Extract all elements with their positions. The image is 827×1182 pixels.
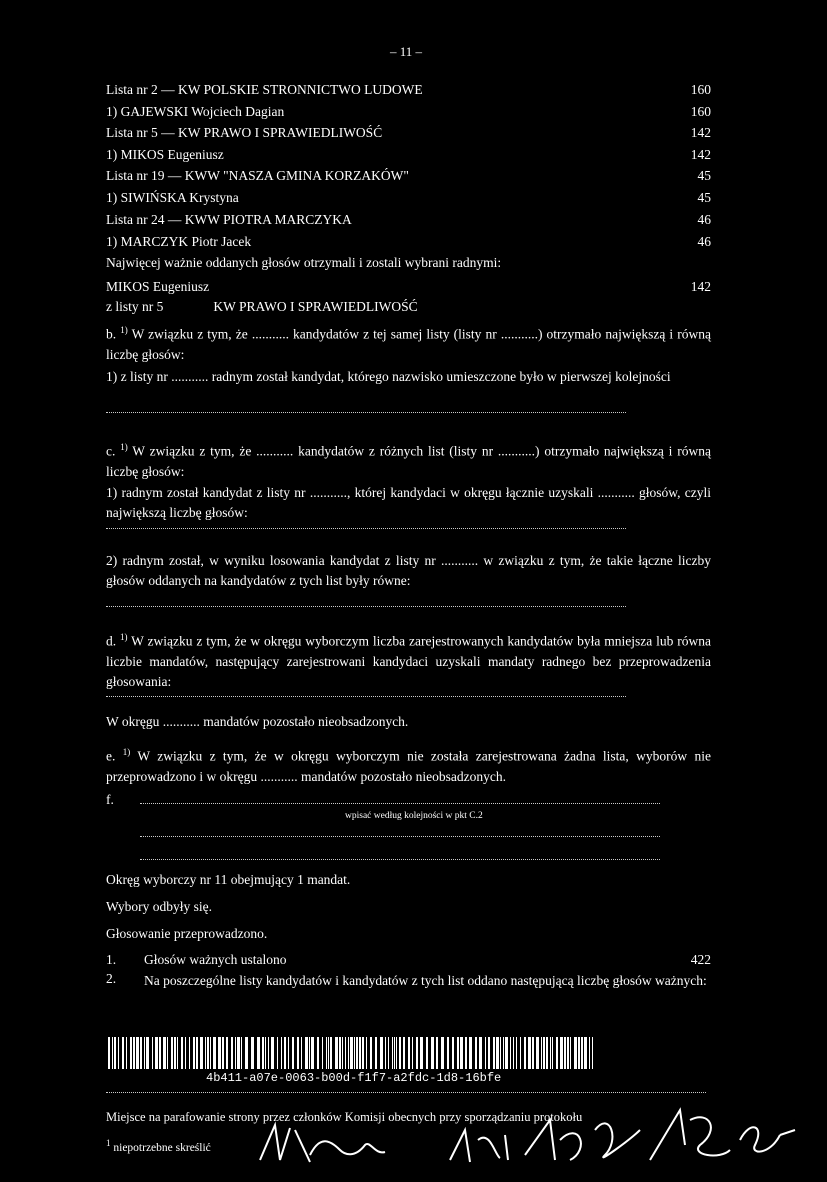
barcode-bar — [130, 1037, 132, 1069]
candidate-label: 1) SIWIŃSKA Krystyna — [106, 190, 239, 205]
footer-note: $^1$ niepotrzebne skreślić — [106, 1138, 211, 1154]
candidate-row — [106, 147, 711, 163]
list-label: Lista nr 19 — KWW "NASZA GMINA KORZAKÓW" — [106, 168, 409, 183]
candidate-row — [106, 190, 711, 206]
footnote-marker: 1) — [120, 325, 128, 335]
candidate-votes: 142 — [690, 147, 711, 162]
barcode-bar — [114, 1037, 116, 1069]
barcode-bar — [189, 1037, 190, 1069]
barcode-bar — [488, 1037, 490, 1069]
barcode-bar — [144, 1037, 145, 1069]
section-d — [106, 627, 711, 692]
section-b — [106, 320, 711, 365]
section-c — [106, 437, 711, 482]
section-b-text: W związku z tym, że ........... kandydatów z tej samej listy (listy nr ...........) otrzymało największą i równą liczbę głosów: — [106, 326, 711, 362]
barcode-bar — [475, 1037, 477, 1069]
barcode-bar — [362, 1037, 364, 1069]
elected-name: MIKOS Eugeniusz — [106, 279, 210, 294]
barcode-bar — [493, 1037, 495, 1069]
signature-mark — [650, 1110, 730, 1160]
barcode-bar — [222, 1037, 224, 1069]
barcode-bar — [108, 1037, 110, 1069]
section-e-label: e. — [106, 748, 116, 764]
barcode-bar — [528, 1037, 531, 1069]
dotted-line — [106, 528, 626, 529]
barcode-bar — [385, 1037, 386, 1069]
barcode-bar — [350, 1037, 353, 1069]
section-f-label: f. — [106, 792, 114, 807]
barcode-bar — [210, 1037, 211, 1069]
list-row — [106, 125, 711, 141]
list-label: Lista nr 5 — KW PRAWO I SPRAWIEDLIWOŚĆ — [106, 125, 383, 140]
barcode-bar — [118, 1037, 119, 1069]
barcode-bar — [171, 1037, 173, 1069]
note-text: Na poszczególne listy kandydatów i kandydatów z tych list oddano następującą liczbę głosów ważnych: — [144, 973, 707, 988]
elected-committee: KW PRAWO I SPRAWIEDLIWOŚĆ — [213, 299, 418, 314]
barcode-bar — [496, 1037, 499, 1069]
elected-intro: Najwięcej ważnie oddanych głosów otrzymali i zostali wybrani radnymi: — [106, 255, 502, 270]
note-row — [106, 952, 711, 968]
dotted-line — [140, 859, 660, 860]
barcode-bar — [441, 1037, 444, 1069]
candidate-row — [106, 104, 711, 120]
section-c-item2: 2) radnym został, w wyniku losowania kandydat z listy nr ........... w związku z tym, że takie łączne liczby głosów oddanych na kandydatów z tych list były równe: — [106, 553, 711, 588]
dotted-line — [106, 696, 626, 697]
barcode-bar — [589, 1037, 590, 1069]
section-e — [106, 742, 711, 787]
barcode — [108, 1037, 593, 1069]
barcode-bar — [245, 1037, 248, 1069]
section-c-label: c. — [106, 443, 116, 459]
barcode-bar — [231, 1037, 233, 1069]
barcode-bar — [177, 1037, 178, 1069]
barcode-bar — [205, 1037, 206, 1069]
footnote-marker: 1) — [120, 442, 128, 452]
barcode-bar — [543, 1037, 545, 1069]
elected-list — [106, 299, 418, 315]
barcode-bar — [510, 1037, 511, 1069]
barcode-bar — [226, 1037, 228, 1069]
barcode-bar — [196, 1037, 198, 1069]
signature-mark — [740, 1127, 795, 1151]
election-held: Wybory odbyły się. — [106, 899, 213, 914]
footnote-marker: 1) — [120, 632, 128, 642]
barcode-bar — [436, 1037, 438, 1069]
candidate-label: 1) GAJEWSKI Wojciech Dagian — [106, 104, 285, 119]
dotted-line — [106, 412, 626, 413]
barcode-bar — [152, 1037, 153, 1069]
barcode-bar — [552, 1037, 553, 1069]
candidate-votes: 46 — [697, 234, 711, 249]
barcode-bar — [416, 1037, 418, 1069]
barcode-bar — [584, 1037, 587, 1069]
barcode-bar — [532, 1037, 534, 1069]
voting-held: Głosowanie przeprowadzono. — [106, 926, 268, 941]
section-d-label: d. — [106, 633, 117, 649]
barcode-bar — [268, 1037, 269, 1069]
barcode-bar — [271, 1037, 274, 1069]
footer-note-text: niepotrzebne skreślić — [113, 1141, 211, 1154]
barcode-bar — [574, 1037, 577, 1069]
barcode-bar — [567, 1037, 569, 1069]
barcode-bar — [335, 1037, 338, 1069]
section-d-text: W związku z tym, że w okręgu wyborczym liczba zarejestrowanych kandydatów była mniejsza lub równa liczbie mandatów, następujący zarejestrowani kandydaci uzyskali mandaty radnego bez przeprowadzenia głosowania: — [106, 633, 711, 689]
list-label: Lista nr 2 — KW POLSKIE STRONNICTWO LUDOWE — [106, 82, 423, 97]
barcode-bar — [560, 1037, 563, 1069]
barcode-bar — [159, 1037, 161, 1069]
candidate-votes: 160 — [690, 104, 711, 119]
barcode-bar — [388, 1037, 389, 1069]
barcode-bar — [326, 1037, 327, 1069]
barcode-bar — [322, 1037, 323, 1069]
barcode-bar — [536, 1037, 539, 1069]
barcode-bar — [460, 1037, 463, 1069]
barcode-bar — [309, 1037, 310, 1069]
barcode-bar — [348, 1037, 349, 1069]
section-c-text: W związku z tym, że ........... kandydatów z różnych list (listy nr ...........) otrzymało największą i równą liczbę głosów: — [106, 443, 711, 479]
section-f-caption: wpisać według kolejności w pkt C.2 — [345, 811, 483, 821]
barcode-bar — [292, 1037, 294, 1069]
barcode-bar — [262, 1037, 264, 1069]
barcode-bar — [447, 1037, 449, 1069]
barcode-bar — [541, 1037, 542, 1069]
barcode-bar — [457, 1037, 459, 1069]
barcode-bar — [366, 1037, 367, 1069]
barcode-bar — [408, 1037, 410, 1069]
barcode-bar — [513, 1037, 514, 1069]
barcode-bar — [301, 1037, 302, 1069]
barcode-text: 4b411-a07e-0063-b00d-f1f7-a2fdc-1d8-16bfe — [206, 1071, 502, 1085]
signature-mark — [525, 1120, 640, 1160]
barcode-bar — [328, 1037, 329, 1069]
barcode-bar — [311, 1037, 314, 1069]
barcode-bar — [237, 1037, 240, 1069]
barcode-bar — [136, 1037, 139, 1069]
barcode-bar — [181, 1037, 183, 1069]
barcode-bar — [284, 1037, 286, 1069]
list-row — [106, 168, 711, 184]
section-b-item1: 1) z listy nr ........... radnym został kandydat, którego nazwisko umieszczone było w pierwszej kolejności — [106, 369, 671, 384]
barcode-bar — [200, 1037, 203, 1069]
barcode-bar — [185, 1037, 186, 1069]
barcode-bar — [330, 1037, 332, 1069]
barcode-bar — [163, 1037, 166, 1069]
barcode-bar — [339, 1037, 341, 1069]
barcode-bar — [452, 1037, 454, 1069]
barcode-bar — [317, 1037, 319, 1069]
elected-row — [106, 279, 711, 295]
list-row — [106, 82, 711, 98]
barcode-bar — [479, 1037, 482, 1069]
dotted-line — [140, 836, 660, 837]
barcode-bar — [265, 1037, 266, 1069]
dotted-line — [106, 606, 626, 607]
barcode-bar — [503, 1037, 504, 1069]
barcode-bar — [146, 1037, 149, 1069]
barcode-bar — [485, 1037, 486, 1069]
barcode-bar — [570, 1037, 571, 1069]
barcode-bar — [564, 1037, 566, 1069]
barcode-bar — [375, 1037, 377, 1069]
district-info: Okręg wyborczy nr 11 obejmujący 1 mandat. — [106, 872, 351, 887]
candidate-label: 1) MIKOS Eugeniusz — [106, 147, 224, 162]
barcode-bar — [356, 1037, 358, 1069]
barcode-bar — [426, 1037, 428, 1069]
barcode-bar — [297, 1037, 299, 1069]
barcode-bar — [167, 1037, 168, 1069]
signature-mark — [260, 1125, 310, 1162]
footer-text: Miejsce na parafowanie strony przez członków Komisji obecnych przy sporządzaniu protokołu — [106, 1110, 583, 1124]
note-text: Głosów ważnych ustalono — [144, 952, 287, 967]
barcode-bar — [207, 1037, 209, 1069]
signature-mark — [450, 1130, 508, 1162]
barcode-bar — [403, 1037, 405, 1069]
barcode-bar — [213, 1037, 216, 1069]
barcode-bar — [469, 1037, 472, 1069]
barcode-bar — [305, 1037, 308, 1069]
barcode-bar — [420, 1037, 423, 1069]
barcode-bar — [380, 1037, 383, 1069]
barcode-bar — [500, 1037, 501, 1069]
barcode-bar — [520, 1037, 521, 1069]
barcode-bar — [392, 1037, 393, 1069]
barcode-bar — [431, 1037, 434, 1069]
signatures — [250, 1100, 810, 1180]
list-row — [106, 212, 711, 228]
section-e-text: W związku z tym, że w okręgu wyborczym nie została zarejestrowana żadna lista, wyborów nie przeprowadzono i w okręgu ........... mandatów pozostało nieobsadzonych. — [106, 748, 711, 784]
barcode-bar — [122, 1037, 124, 1069]
barcode-bar — [359, 1037, 361, 1069]
barcode-bar — [396, 1037, 397, 1069]
list-votes: 46 — [697, 212, 711, 227]
barcode-bar — [218, 1037, 221, 1069]
list-votes: 142 — [690, 125, 711, 140]
barcode-bar — [126, 1037, 127, 1069]
barcode-bar — [354, 1037, 355, 1069]
barcode-bar — [241, 1037, 242, 1069]
barcode-bar — [112, 1037, 113, 1069]
signature-mark — [310, 1141, 385, 1155]
barcode-bar — [345, 1037, 346, 1069]
barcode-bar — [505, 1037, 508, 1069]
barcode-bar — [394, 1037, 395, 1069]
barcode-bar — [592, 1037, 593, 1069]
barcode-bar — [193, 1037, 195, 1069]
barcode-bar — [174, 1037, 176, 1069]
barcode-bar — [465, 1037, 467, 1069]
barcode-bar — [133, 1037, 135, 1069]
barcode-bar — [399, 1037, 401, 1069]
list-votes: 160 — [690, 82, 711, 97]
dotted-line — [106, 1092, 706, 1093]
barcode-bar — [546, 1037, 548, 1069]
barcode-bar — [155, 1037, 158, 1069]
candidate-row — [106, 234, 711, 250]
candidate-votes: 45 — [697, 190, 711, 205]
list-label: Lista nr 24 — KWW PIOTRA MARCZYKA — [106, 212, 352, 227]
section-c-item1: 1) radnym został kandydat z listy nr ..........., której kandydaci w okręgu łącznie uzyskali ........... głosów, czyli największą liczbę głosów: — [106, 485, 711, 520]
section-d-remaining: W okręgu ........... mandatów pozostało nieobsadzonych. — [106, 714, 409, 729]
barcode-bar — [288, 1037, 289, 1069]
barcode-bar — [235, 1037, 236, 1069]
barcode-bar — [524, 1037, 526, 1069]
barcode-bar — [257, 1037, 260, 1069]
barcode-bar — [578, 1037, 580, 1069]
barcode-bar — [550, 1037, 551, 1069]
note-number: 2. — [106, 971, 117, 986]
barcode-bar — [516, 1037, 517, 1069]
barcode-bar — [342, 1037, 343, 1069]
barcode-bar — [556, 1037, 558, 1069]
barcode-bar — [251, 1037, 254, 1069]
dotted-line — [140, 803, 660, 804]
elected-list-number: z listy nr 5 — [106, 299, 164, 314]
candidate-label: 1) MARCZYK Piotr Jacek — [106, 234, 252, 249]
footnote-marker: 1) — [122, 747, 131, 757]
barcode-bar — [412, 1037, 413, 1069]
page-number: – 11 – — [390, 44, 423, 59]
note-number: 1. — [106, 952, 117, 967]
note-value: 422 — [690, 952, 711, 967]
list-votes: 45 — [697, 168, 711, 183]
barcode-bar — [277, 1037, 278, 1069]
barcode-bar — [370, 1037, 372, 1069]
elected-votes: 142 — [690, 279, 711, 294]
section-b-label: b. — [106, 326, 117, 342]
barcode-bar — [581, 1037, 583, 1069]
barcode-bar — [281, 1037, 282, 1069]
barcode-bar — [140, 1037, 142, 1069]
